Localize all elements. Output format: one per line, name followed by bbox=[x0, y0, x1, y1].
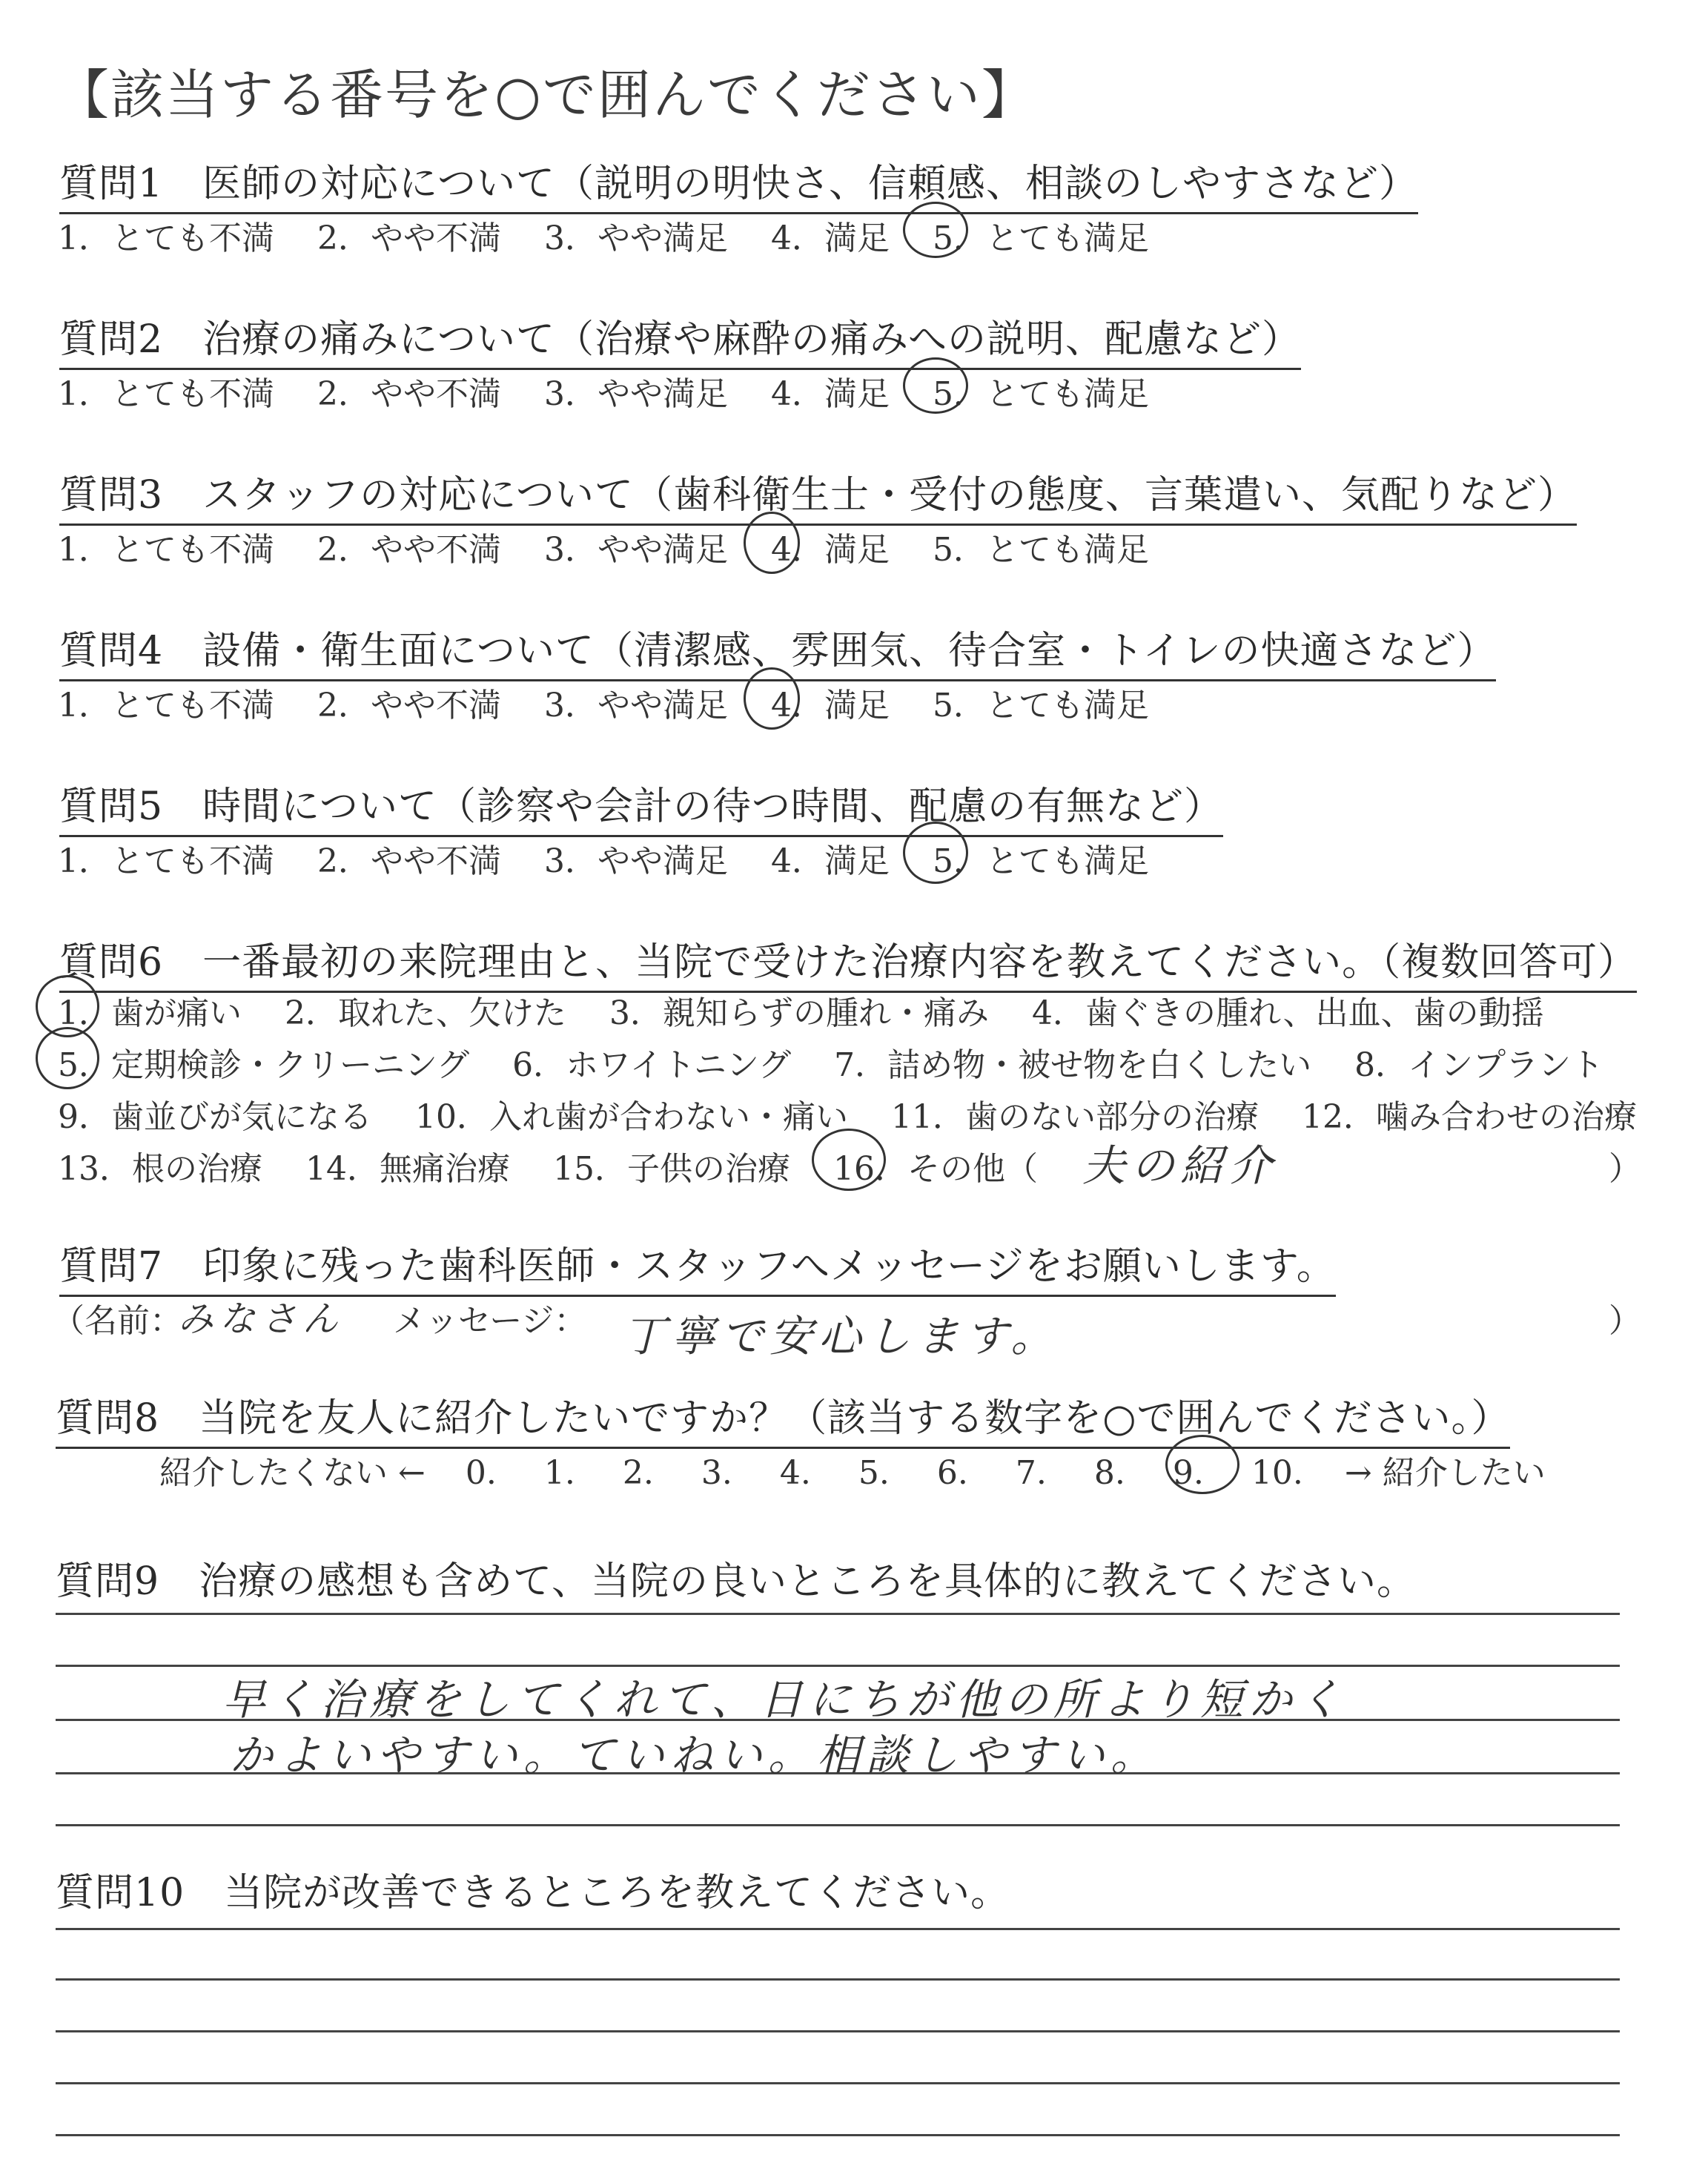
q6-option-11[interactable]: 11．歯のない部分の治療 bbox=[891, 1098, 1259, 1136]
q4-option-5[interactable]: 5．とても満足 bbox=[933, 687, 1149, 724]
q6-option-5[interactable]: 5．定期検診・クリーニング bbox=[58, 1046, 470, 1084]
q6-options-row-1 bbox=[58, 986, 1577, 1034]
q2-option-5[interactable]: 5．とても満足 bbox=[933, 375, 1149, 413]
q1-option-5[interactable]: 5．とても満足 bbox=[933, 219, 1149, 257]
q6-option-16[interactable]: 16．その他（ bbox=[833, 1150, 1038, 1188]
q6-option-13[interactable]: 13．根の治療 bbox=[58, 1150, 262, 1188]
q7-message-handwritten[interactable]: 丁寧で安心します。 bbox=[623, 1311, 1060, 1361]
q5-option-3[interactable]: 3．やや満足 bbox=[544, 842, 728, 880]
q4-option-3[interactable]: 3．やや満足 bbox=[544, 687, 728, 724]
q6-other-handwritten[interactable]: 夫の紹介 bbox=[1082, 1140, 1279, 1191]
q6-option-8[interactable]: 8．インプラント bbox=[1354, 1046, 1604, 1084]
q4-selection-circle bbox=[744, 667, 800, 730]
q7-name-handwritten[interactable]: みなさん bbox=[178, 1298, 345, 1340]
question-3-options bbox=[58, 523, 1182, 570]
q8-score-10[interactable]: 10. bbox=[1251, 1454, 1303, 1492]
q6-option-12[interactable]: 12．噛み合わせの治療 bbox=[1302, 1098, 1637, 1136]
q8-score-5[interactable]: 5. bbox=[858, 1454, 890, 1492]
q6-option-3[interactable]: 3．親知らずの腫れ・痛み bbox=[609, 994, 989, 1032]
q6-option-10[interactable]: 10．入れ歯が合わない・痛い bbox=[415, 1098, 848, 1136]
q8-score-4[interactable]: 4. bbox=[779, 1454, 811, 1492]
q2-option-3[interactable]: 3．やや満足 bbox=[544, 375, 728, 413]
q3-option-3[interactable]: 3．やや満足 bbox=[544, 531, 728, 569]
q2-option-4[interactable]: 4．満足 bbox=[771, 375, 890, 413]
q9-answer-line-1 bbox=[56, 1613, 1620, 1615]
q8-scale bbox=[159, 1446, 1555, 1493]
q7-message-label: メッセージ： bbox=[393, 1302, 587, 1340]
q8-score-9[interactable]: 9. bbox=[1172, 1454, 1204, 1492]
question-2-options bbox=[58, 367, 1182, 415]
q6-options-row-2 bbox=[58, 1038, 1636, 1086]
question-3-label: 質問3 スタッフの対応について（歯科衛生士・受付の態度、言葉遣い、気配りなど） bbox=[59, 463, 1577, 526]
question-6-label: 質問6 一番最初の来院理由と、当院で受けた治療内容を教えてください。（複数回答可） bbox=[59, 931, 1637, 993]
q10-answer-line-4 bbox=[56, 2082, 1620, 2084]
q7-name-label: （名前： bbox=[52, 1302, 182, 1340]
q4-option-1[interactable]: 1．とても不満 bbox=[58, 687, 274, 724]
q2-option-1[interactable]: 1．とても不満 bbox=[58, 375, 274, 413]
q8-score-7[interactable]: 7. bbox=[1015, 1454, 1047, 1492]
question-5-label: 質問5 時間について（診察や会計の待つ時間、配慮の有無など） bbox=[59, 775, 1223, 837]
q6-selection-circle-5 bbox=[36, 1027, 99, 1089]
question-9-label: 質問9 治療の感想も含めて、当院の良いところを具体的に教えてください。 bbox=[56, 1559, 1417, 1604]
q10-answer-line-5 bbox=[56, 2134, 1620, 2136]
q5-selection-circle bbox=[903, 822, 968, 884]
q8-score-8[interactable]: 8. bbox=[1093, 1454, 1125, 1492]
q7-close-paren: ） bbox=[1609, 1302, 1641, 1340]
question-10-label: 質問10 当院が改善できるところを教えてください。 bbox=[56, 1871, 1010, 1915]
q3-option-1[interactable]: 1．とても不満 bbox=[58, 531, 274, 569]
q6-option-6[interactable]: 6．ホワイトニング bbox=[512, 1046, 792, 1084]
q8-score-2[interactable]: 2. bbox=[622, 1454, 654, 1492]
q1-option-2[interactable]: 2．やや不満 bbox=[317, 219, 501, 257]
q10-answer-line-1 bbox=[56, 1928, 1620, 1930]
q3-option-2[interactable]: 2．やや不満 bbox=[317, 531, 501, 569]
q3-option-4[interactable]: 4．満足 bbox=[771, 531, 890, 569]
q8-score-6[interactable]: 6. bbox=[936, 1454, 968, 1492]
form-title: 【該当する番号を○で囲んでください】 bbox=[56, 64, 1036, 126]
q4-option-4[interactable]: 4．満足 bbox=[771, 687, 890, 724]
q6-option-9[interactable]: 9．歯並びが気になる bbox=[58, 1098, 372, 1136]
q6-option-7[interactable]: 7．詰め物・被せ物を白くしたい bbox=[834, 1046, 1312, 1084]
q8-right-label: → 紹介したい bbox=[1344, 1454, 1546, 1492]
question-1-label: 質問1 医師の対応について（説明の明快さ、信頼感、相談のしやすさなど） bbox=[59, 152, 1418, 214]
q8-left-label: 紹介したくない ← bbox=[159, 1454, 426, 1492]
q6-option-2[interactable]: 2．取れた、欠けた bbox=[285, 994, 566, 1032]
q6-options-row-4 bbox=[58, 1142, 1070, 1189]
question-8-label: 質問8 当院を友人に紹介したいですか？（該当する数字を○で囲んでください。） bbox=[56, 1387, 1510, 1449]
q5-option-1[interactable]: 1．とても不満 bbox=[58, 842, 274, 880]
q6-option-4[interactable]: 4．歯ぐきの腫れ、出血、歯の動揺 bbox=[1032, 994, 1544, 1032]
q1-option-4[interactable]: 4．満足 bbox=[771, 219, 890, 257]
q6-option-14[interactable]: 14．無痛治療 bbox=[305, 1150, 510, 1188]
question-4-label: 質問4 設備・衛生面について（清潔感、雰囲気、待合室・トイレの快適さなど） bbox=[59, 619, 1496, 681]
q6-other-close-paren: ） bbox=[1609, 1150, 1641, 1188]
q9-handwritten-line-2[interactable]: かよいやすい。ていねい。相談しやすい。 bbox=[230, 1730, 1160, 1780]
q5-option-2[interactable]: 2．やや不満 bbox=[317, 842, 501, 880]
q10-answer-line-3 bbox=[56, 2030, 1620, 2032]
q6-option-1[interactable]: 1．歯が痛い bbox=[58, 994, 242, 1032]
q2-option-2[interactable]: 2．やや不満 bbox=[317, 375, 501, 413]
q2-selection-circle bbox=[903, 357, 968, 414]
q8-selection-circle bbox=[1165, 1435, 1239, 1494]
question-4-options bbox=[58, 678, 1182, 726]
q8-score-0[interactable]: 0. bbox=[465, 1454, 497, 1492]
question-2-label: 質問2 治療の痛みについて（治療や麻酔の痛みへの説明、配慮など） bbox=[59, 308, 1301, 370]
q3-selection-circle bbox=[744, 512, 800, 574]
q6-options-row-3 bbox=[58, 1090, 1669, 1137]
q8-score-3[interactable]: 3. bbox=[701, 1454, 732, 1492]
q8-score-1[interactable]: 1. bbox=[543, 1454, 575, 1492]
q9-handwritten-line-1[interactable]: 早く治療をしてくれて、日にちが他の所より短かく bbox=[222, 1674, 1347, 1725]
question-1-options bbox=[58, 211, 1182, 259]
q5-option-4[interactable]: 4．満足 bbox=[771, 842, 890, 880]
q1-selection-circle bbox=[903, 202, 968, 258]
q5-option-5[interactable]: 5．とても満足 bbox=[933, 842, 1149, 880]
q10-answer-line-2 bbox=[56, 1978, 1620, 1981]
question-7-label: 質問7 印象に残った歯科医師・スタッフへメッセージをお願いします。 bbox=[59, 1235, 1336, 1297]
q3-option-5[interactable]: 5．とても満足 bbox=[933, 531, 1149, 569]
q9-answer-line-5 bbox=[56, 1824, 1620, 1826]
q6-selection-circle-16 bbox=[812, 1129, 886, 1191]
q1-option-3[interactable]: 3．やや満足 bbox=[544, 219, 728, 257]
q6-option-15[interactable]: 15．子供の治療 bbox=[553, 1150, 790, 1188]
q4-option-2[interactable]: 2．やや不満 bbox=[317, 687, 501, 724]
question-5-options bbox=[58, 834, 1182, 882]
q1-option-1[interactable]: 1．とても不満 bbox=[58, 219, 274, 257]
